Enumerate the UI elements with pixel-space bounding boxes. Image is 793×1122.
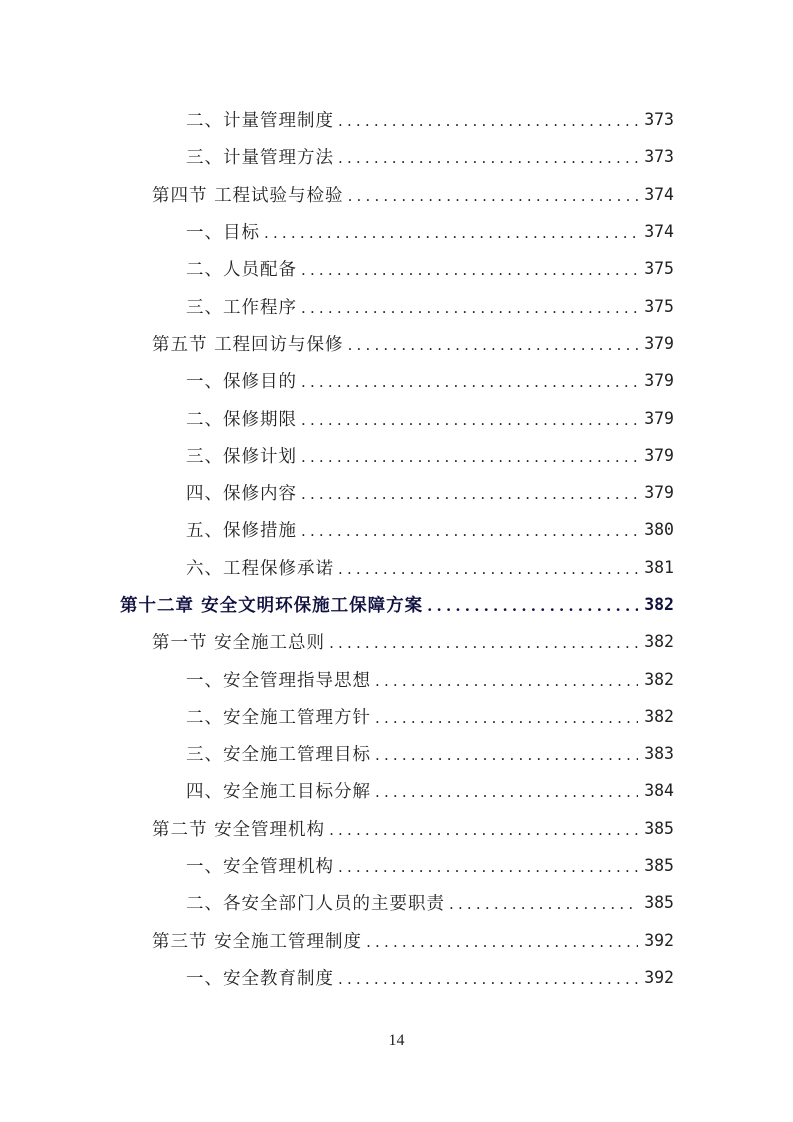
toc-leader-dots [348,189,639,204]
toc-leader-dots [301,487,638,502]
toc-entry-title: 二、各安全部门人员的主要职责 [186,894,445,915]
toc-entry-title: 第一节 安全施工总则 [152,633,326,654]
toc-entry-page: 379 [644,371,674,391]
toc-entry-page: 382 [644,706,674,726]
toc-entry-title: 第五节 工程回访与保修 [152,334,344,355]
toc-entry-title: 一、安全教育制度 [186,968,334,989]
toc-entry-title: 五、保修措施 [186,521,297,542]
toc-entry[interactable] [0,511,793,548]
toc-entry[interactable] [0,922,793,959]
toc-entry-page: 375 [644,296,674,316]
toc-entry-page: 385 [644,893,674,913]
toc-entry-page: 382 [644,632,674,652]
toc-entry-title: 六、工程保修承诺 [186,558,334,579]
toc-entry[interactable] [0,138,793,175]
toc-entry[interactable] [0,362,793,399]
toc-entry-page: 380 [644,520,674,540]
toc-leader-dots [338,860,638,875]
toc-entry-title: 四、安全施工目标分解 [186,782,371,803]
table-of-contents [0,101,793,996]
toc-entry[interactable] [0,325,793,362]
toc-entry-title: 第四节 工程试验与检验 [152,185,344,206]
toc-entry-page: 381 [644,557,674,577]
toc-leader-dots [375,748,638,763]
toc-entry[interactable] [0,810,793,847]
toc-leader-dots [301,450,638,465]
toc-leader-dots [366,935,638,950]
toc-entry-page: 379 [644,483,674,503]
toc-entry-title: 第二节 安全管理机构 [152,819,326,840]
page-number: 14 [388,1032,405,1049]
toc-entry-page: 373 [644,147,674,167]
toc-entry-page: 379 [644,333,674,353]
toc-entry-title: 三、保修计划 [186,446,297,467]
toc-leader-dots [301,375,638,390]
toc-leader-dots [375,711,638,726]
toc-leader-dots [338,562,638,577]
toc-leader-dots [301,413,638,428]
toc-entry-page: 375 [644,259,674,279]
toc-entry[interactable] [0,772,793,809]
toc-leader-dots [264,226,638,241]
toc-entry[interactable] [0,959,793,996]
toc-entry[interactable] [0,101,793,138]
toc-entry[interactable] [0,735,793,772]
toc-leader-dots [301,263,638,278]
toc-entry-page: 392 [644,967,674,987]
toc-leader-dots [348,338,639,353]
toc-entry-page: 374 [644,222,674,242]
toc-entry[interactable] [0,213,793,250]
toc-leader-dots [329,636,638,651]
toc-entry[interactable] [0,437,793,474]
toc-leader-dots [449,897,638,912]
toc-entry-title: 一、安全管理机构 [186,857,334,878]
toc-entry-title: 第三节 安全施工管理制度 [152,931,363,952]
toc-leader-dots [375,785,638,800]
toc-entry-title: 二、安全施工管理方针 [186,707,371,728]
toc-leader-dots [338,151,638,166]
toc-entry-page: 392 [644,930,674,950]
toc-entry-title: 一、目标 [186,223,260,244]
toc-leader-dots [338,114,638,129]
toc-entry-page: 383 [644,744,674,764]
toc-entry-page: 374 [644,184,674,204]
toc-entry[interactable] [0,698,793,735]
toc-leader-dots [427,599,638,614]
toc-entry-title: 二、人员配备 [186,260,297,281]
toc-leader-dots [338,972,638,987]
toc-entry[interactable] [0,399,793,436]
toc-entry-page: 373 [644,110,674,130]
toc-leader-dots [329,823,638,838]
toc-entry[interactable] [0,176,793,213]
toc-entry[interactable] [0,250,793,287]
toc-entry[interactable] [0,623,793,660]
toc-leader-dots [301,524,638,539]
toc-entry-title: 一、安全管理指导思想 [186,670,371,691]
toc-entry[interactable] [0,660,793,697]
toc-entry[interactable] [0,884,793,921]
toc-entry-title: 第十二章 安全文明环保施工保障方案 [120,596,424,616]
toc-entry[interactable] [0,474,793,511]
toc-entry-page: 384 [644,781,674,801]
toc-entry-title: 二、计量管理制度 [186,111,334,132]
toc-entry-page: 385 [644,856,674,876]
toc-entry[interactable] [0,287,793,324]
toc-entry-page: 379 [644,445,674,465]
toc-entry-title: 二、保修期限 [186,409,297,430]
toc-leader-dots [375,674,638,689]
toc-entry-page: 382 [644,595,674,614]
toc-entry[interactable] [0,549,793,586]
toc-entry-title: 一、保修目的 [186,372,297,393]
toc-entry-page: 382 [644,669,674,689]
toc-entry-title: 三、工作程序 [186,297,297,318]
toc-entry[interactable] [0,847,793,884]
toc-leader-dots [301,301,638,316]
toc-chapter-entry[interactable] [0,586,793,623]
toc-entry-page: 385 [644,818,674,838]
toc-entry-title: 四、保修内容 [186,484,297,505]
toc-entry-title: 三、安全施工管理目标 [186,745,371,766]
toc-entry-page: 379 [644,408,674,428]
toc-entry-title: 三、计量管理方法 [186,148,334,169]
